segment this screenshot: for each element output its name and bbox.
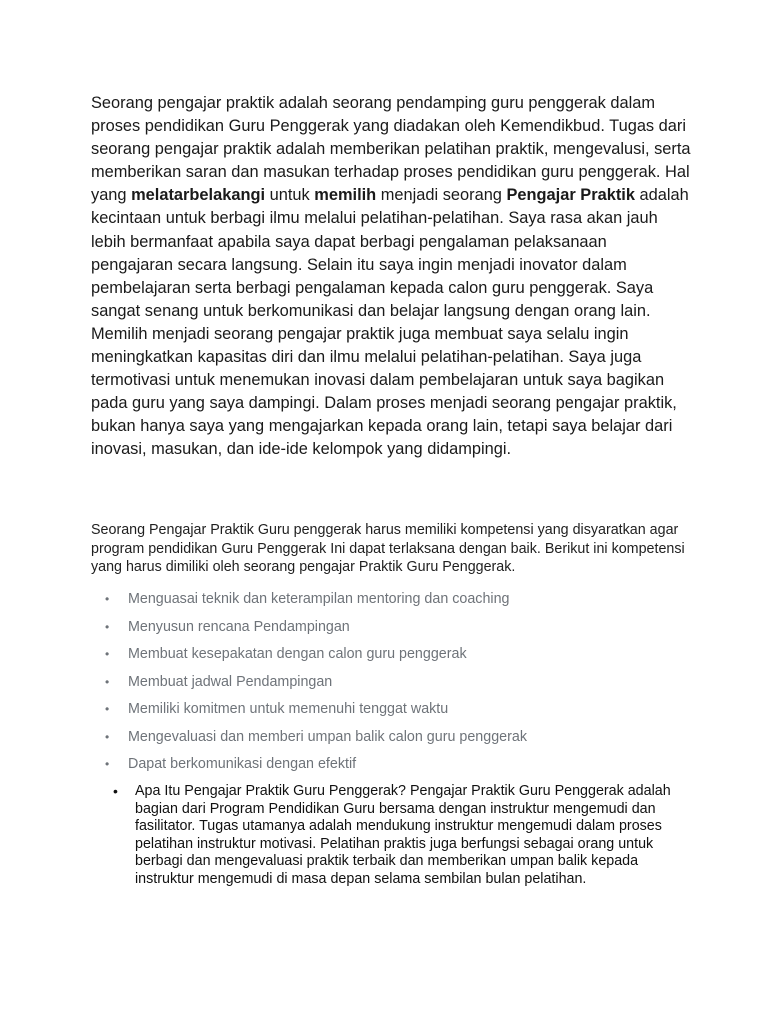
list-item-text: Dapat berkomunikasi dengan efektif <box>128 756 357 772</box>
competency-intro-paragraph: Seorang Pengajar Praktik Guru penggerak harus memiliki kompetensi yang disyaratkan agar program pendidikan Guru Penggerak Ini dapat terlaksana dengan baik. Berikut ini kompetensi yang harus dimiliki oleh seorang pengajar Praktik Guru Penggerak. <box>91 522 685 575</box>
bullet-icon: • <box>105 674 110 689</box>
list-item <box>91 783 691 888</box>
bullet-icon: • <box>105 729 110 744</box>
bullet-icon: • <box>105 702 110 716</box>
list-item-text: Menyusun rencana Pendampingan <box>128 618 350 635</box>
bullet-icon: • <box>105 647 110 661</box>
list-item-text: Menguasai teknik dan keterampilan mentoring dan coaching <box>128 591 510 607</box>
intro-text-part-3: menjadi seorang <box>376 186 507 205</box>
intro-text-part-4: adalah kecintaan untuk berbagi ilmu melalui pelatihan-pelatihan. Saya rasa akan jauh lebih bermanfaat apabila saya dapat berbagi pengalaman pelaksanaan pengajaran secara langsung. Selain itu saya ingin menjadi inovator dalam pembelajaran serta berbagi pengalaman kepada calon guru penggerak. Saya sangat senang untuk berkomunikasi dan belajar langsung dengan orang lain. Memilih menjadi seorang pengajar praktik juga membuat saya selalu ingin meningkatkan kapasitas diri dan ilmu melalui pelatihan-pelatihan. Saya juga termotivasi untuk menemukan inovasi dalam pembelajaran untuk saya bagikan pada guru yang saya dampingi. Dalam proses menjadi seorang pengajar praktik, bukan hanya saya yang mengajarkan kepada orang lain, tetapi saya belajar dari inovasi, masukan, dan ide-ide kelompok yang didampingi. <box>91 186 689 459</box>
list-item <box>91 615 691 643</box>
bullet-icon: • <box>105 619 110 634</box>
list-item <box>91 587 691 615</box>
list-item <box>91 642 691 670</box>
list-item-text: Memiliki komitmen untuk memenuhi tenggat waktu <box>128 701 449 717</box>
bullet-icon: • <box>105 757 110 771</box>
list-item <box>91 752 691 780</box>
list-item <box>91 670 691 698</box>
bold-melatarbelakangi: melatarbelakangi <box>131 186 266 205</box>
list-item-text: Mengevaluasi dan memberi umpan balik calon guru penggerak <box>128 728 527 745</box>
list-item-text: Membuat jadwal Pendampingan <box>128 673 333 690</box>
intro-text-part-2: untuk <box>265 186 315 205</box>
bullet-icon: • <box>113 783 118 799</box>
bullet-icon: • <box>105 592 110 606</box>
list-item-text: Membuat kesepakatan dengan calon guru penggerak <box>128 646 467 662</box>
competency-list <box>91 587 691 780</box>
bold-pengajar-praktik: Pengajar Praktik <box>506 186 635 205</box>
intro-text-part-1: Seorang pengajar praktik adalah seorang pendamping guru penggerak dalam proses pendidikan Guru Penggerak yang diadakan oleh Kemendikbud. Tugas dari seorang pengajar praktik adalah memberikan pelatihan praktik, mengevalusi, serta memberikan saran dan masukan terhadap proses pendidikan guru penggerak. Hal yang <box>91 94 691 205</box>
bold-memilih: memilih <box>314 186 377 205</box>
definition-text: Apa Itu Pengajar Praktik Guru Penggerak? Pengajar Praktik Guru Penggerak adalah bagian dari Program Pendidikan Guru bersama dengan instruktur mengemudi dan fasilitator. Tugas utamanya adalah mendukung instruktur mengemudi dalam proses pelatihan instruktur motivasi. Pelatihan praktis juga berfungsi sebagai orang untuk berbagi dan mengevaluasi praktik terbaik dan memberikan umpan balik kepada instruktur mengemudi di masa depan selama sembilan bulan pelatihan. <box>135 783 671 887</box>
list-item <box>91 725 691 753</box>
list-item <box>91 697 691 725</box>
intro-paragraph <box>91 92 691 462</box>
definition-list <box>91 783 691 888</box>
